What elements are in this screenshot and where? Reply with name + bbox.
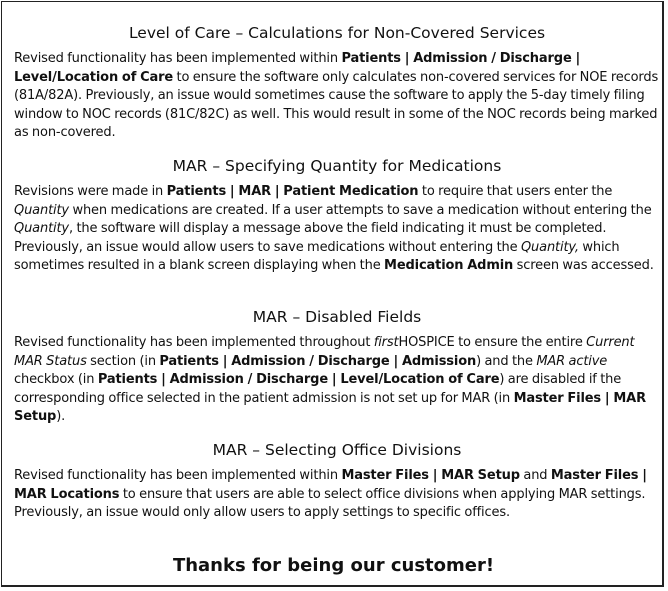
text-run: Revised functionality has been implemented throughout xyxy=(14,335,374,350)
text-run: HOSPICE to ensure the entire xyxy=(398,335,587,350)
section-body xyxy=(14,467,660,523)
text-run: section (in xyxy=(86,353,160,369)
text-run: to require that users enter the xyxy=(418,184,613,199)
bold-text-run: Master Files | MAR Setup xyxy=(14,390,646,425)
text-run: when medications are created. If a user attempts to save a medication without entering the xyxy=(68,202,652,218)
bold-text-run: Master Files | MAR Locations xyxy=(14,468,647,502)
section-mar-office-divisions xyxy=(14,440,660,523)
section-mar-disabled-fields xyxy=(14,307,660,427)
text-run: checkbox (in xyxy=(14,372,98,388)
bold-text-run: Medication Admin xyxy=(384,258,514,274)
bold-text-run: Patients | Admission / Discharge | Admission xyxy=(159,353,477,369)
bold-text-run: Patients | Admission / Discharge | Level/Location of Care xyxy=(97,372,500,388)
italic-text-run: Quantity xyxy=(14,221,69,237)
section-body xyxy=(14,50,660,143)
text-run: to ensure that users are able to select office divisions when applying MAR settings. Previously, an issue would only allow users to apply settings to specific offices. xyxy=(14,486,646,521)
text-run: ) are disabled if the corresponding office selected in the patient admission is not set up for MAR (in xyxy=(14,372,622,406)
section-body xyxy=(14,183,660,276)
bold-text-run: Master Files | MAR Setup xyxy=(341,468,520,483)
italic-text-run: first xyxy=(373,335,399,350)
closing-message: Thanks for being our customer! xyxy=(172,555,495,576)
text-run: which sometimes resulted in a blank screen displaying when the xyxy=(14,239,620,274)
section-heading: Level of Care – Calculations for Non-Covered Services xyxy=(128,24,546,42)
italic-text-run: Quantity xyxy=(14,202,69,218)
text-run: and xyxy=(519,468,551,483)
section-body xyxy=(14,334,660,427)
bold-text-run: Patients | MAR | Patient Medication xyxy=(166,184,419,199)
text-run: ). xyxy=(56,409,66,425)
text-run: ) and the xyxy=(476,353,537,369)
section-heading: MAR – Specifying Quantity for Medications xyxy=(172,157,502,175)
section-heading: MAR – Selecting Office Divisions xyxy=(212,441,462,459)
text-run: to ensure the software only calculates non-covered services for NOE records (81A/82A). Previously, an issue would sometimes cause the software to apply the 5-day timely filing window to NOC records (81C/82C) as well. This would result in some of the NOC records being marked as non-covered. xyxy=(14,69,659,141)
italic-text-run: MAR active xyxy=(536,353,608,369)
bold-text-run: Patients | Admission / Discharge | Level/Location of Care xyxy=(14,51,581,85)
text-run: Revised functionality has been implemented within xyxy=(14,468,342,483)
italic-text-run: Quantity, xyxy=(520,239,579,255)
italic-text-run: Current MAR Status xyxy=(14,335,635,369)
text-run: Revisions were made in xyxy=(14,184,167,199)
release-notes-panel xyxy=(1,1,664,587)
section-mar-quantity xyxy=(14,156,660,276)
section-heading: MAR – Disabled Fields xyxy=(252,308,422,326)
text-run: , the software will display a message above the field indicating it must be completed. Previously, an issue would allow users to save medications without entering the xyxy=(14,221,607,255)
text-run: Revised functionality has been implemented within xyxy=(14,51,342,66)
section-level-of-care xyxy=(14,23,660,143)
text-run: screen was accessed. xyxy=(513,258,654,274)
